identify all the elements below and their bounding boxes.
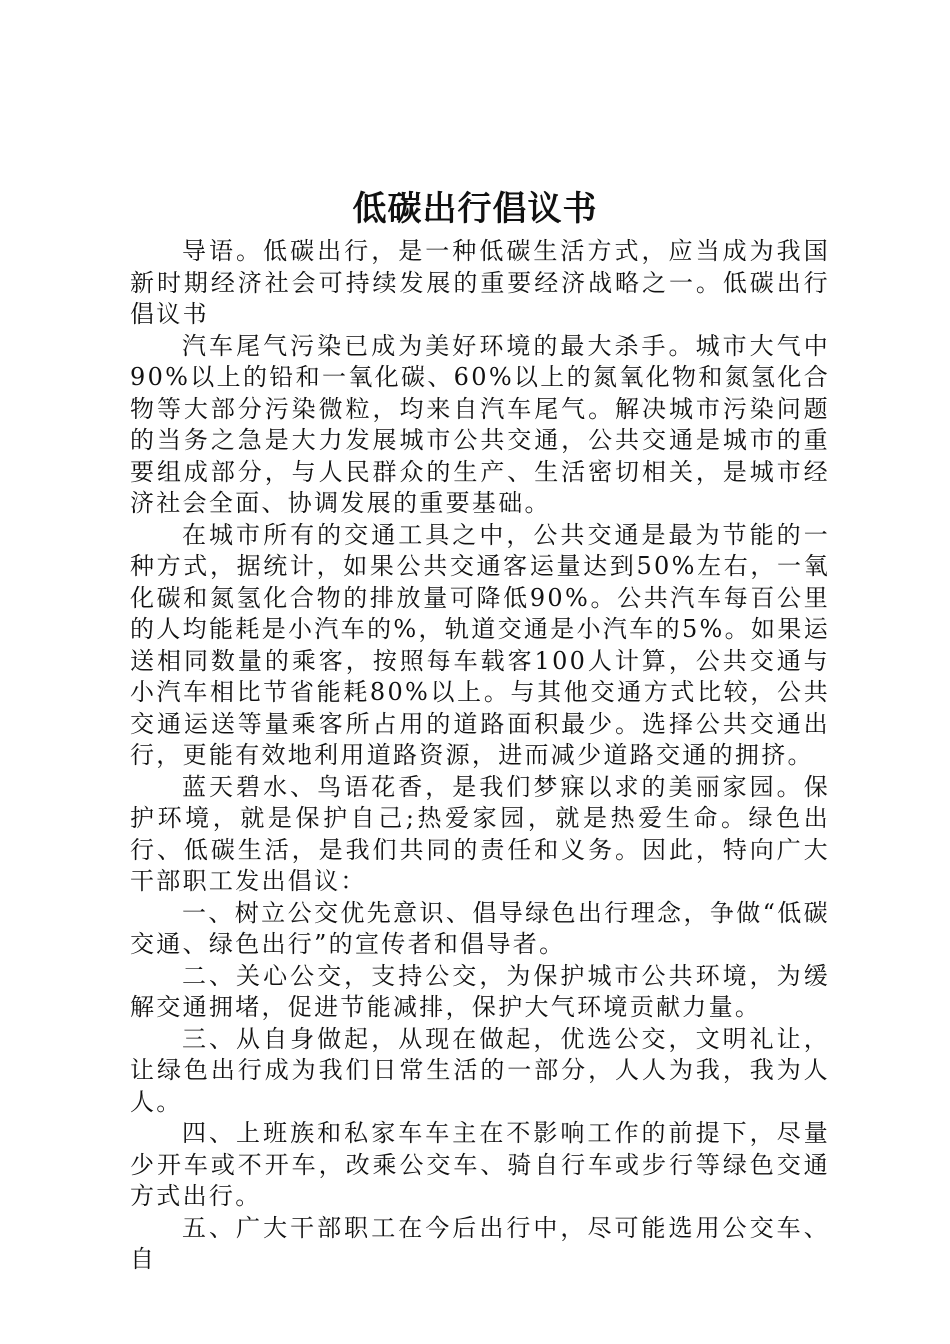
proposal-item-1: 一、树立公交优先意识、倡导绿色出行理念，争做“低碳交通、绿色出行”的宣传者和倡导者。 [130,898,830,958]
proposal-item-4: 四、上班族和私家车车主在不影响工作的前提下，尽量少开车或不开车，改乘公交车、骑自行车或步行等绿色交通方式出行。 [130,1119,830,1210]
paragraph-public-transit-efficiency: 在城市所有的交通工具之中，公共交通是最为节能的一种方式，据统计，如果公共交通客运量达到50%左右，一氧化碳和氮氢化合物的排放量可降低90%。公共汽车每百公里的人均能耗是小汽车的%，轨道交通是小汽车的5%。如果运送相同数量的乘客，按照每车载客100人计算，公共交通与小汽车相比节省能耗80%以上。与其他交通方式比较，公共交通运送等量乘客所占用的道路面积最少。选择公共交通出行，更能有效地利用道路资源，进而减少道路交通的拥挤。 [130,520,830,769]
proposal-item-3: 三、从自身做起，从现在做起，优选公交，文明礼让，让绿色出行成为我们日常生活的一部分，人人为我，我为人人。 [130,1024,830,1116]
document-body [130,236,830,1276]
paragraph-call-to-action: 蓝天碧水、鸟语花香，是我们梦寐以求的美丽家园。保护环境，就是保护自己;热爱家园，就是热爱生命。绿色出行、低碳生活，是我们共同的责任和义务。因此，特向广大干部职工发出倡议： [130,772,830,895]
proposal-item-5: 五、广大干部职工在今后出行中，尽可能选用公交车、自 [130,1213,830,1273]
document-title: 低碳出行倡议书 [352,189,598,229]
paragraph-exhaust-pollution: 汽车尾气污染已成为美好环境的最大杀手。城市大气中90%以上的铅和一氧化碳、60%以上的氮氧化物和氮氢化合物等大部分污染微粒，均来自汽车尾气。解决城市污染问题的当务之急是大力发展城市公共交通，公共交通是城市的重要组成部分，与人民群众的生产、生活密切相关，是城市经济社会全面、协调发展的重要基础。 [130,331,830,517]
proposal-item-2: 二、关心公交，支持公交，为保护城市公共环境，为缓解交通拥堵，促进节能减排，保护大气环境贡献力量。 [130,961,830,1021]
paragraph-intro: 导语。低碳出行，是一种低碳生活方式，应当成为我国新时期经济社会可持续发展的重要经济战略之一。低碳出行倡议书 [130,237,830,328]
